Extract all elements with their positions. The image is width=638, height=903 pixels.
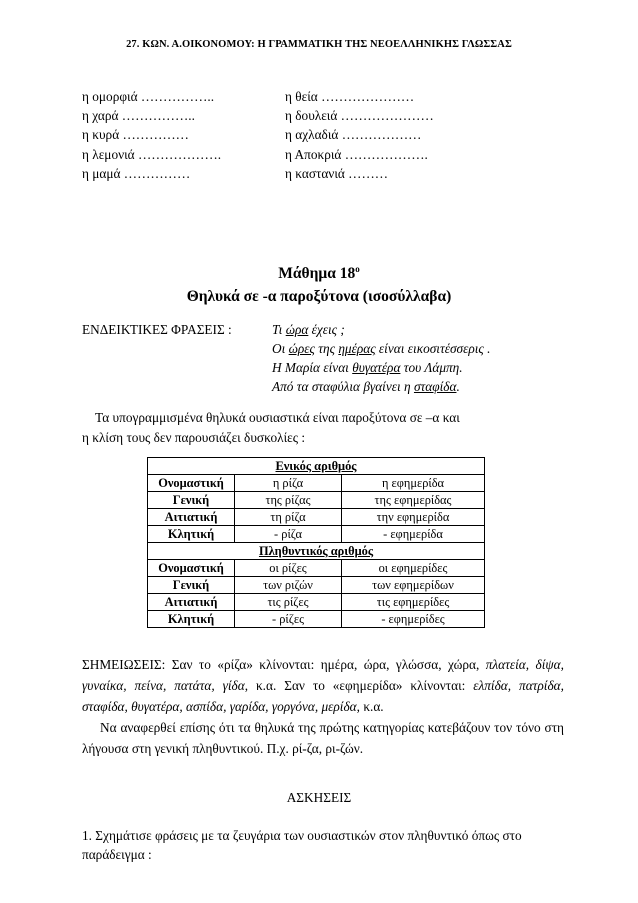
form-riza: τη ρίζα [235,509,342,526]
lesson-title-sup: ο [355,264,360,274]
word-right: η αχλαδιά ……………… [285,127,422,143]
form-efimerida: η εφημερίδα [342,475,485,492]
phrase-text: . [456,379,460,394]
case-name: Γενική [148,492,235,509]
form-riza: των ριζών [235,577,342,594]
notes-italic-words: πλατεία, δίψα, γυναίκα, πείνα, πατάτα, γίδα [82,657,564,693]
case-name: Αιτιατική [148,594,235,611]
form-efimerida: των εφημερίδων [342,577,485,594]
table-row [148,509,485,526]
phrase-underlined: ώρες [288,341,315,356]
form-efimerida: - εφημερίδες [342,611,485,628]
case-name: Γενική [148,577,235,594]
word-left: η χαρά …………….. [82,108,195,124]
form-efimerida: οι εφημερίδες [342,560,485,577]
word-right: η θεία ………………… [285,89,415,104]
word-left: η μαμά …………… [82,165,191,181]
phrase-text: είναι εικοσιτέσσερις . [375,341,491,356]
notes-paragraph-2: Να αναφερθεί επίσης ότι τα θηλυκά της πρώτης κατηγορίας κατεβάζουν τον τόνο στη λήγουσα στη γενική πληθυντικού. Π.χ. ρί-ζα, ρι-ζών. [82,720,564,756]
form-riza: η ρίζα [235,475,342,492]
phrase-text: έχεις ; [308,322,345,337]
notes-text: ΣΗΜΕΙΩΣΕΙΣ: Σαν το «ρίζα» κλίνονται: ημέρα, ώρα, γλώσσα, χώρα, [82,657,486,672]
phrase-line-3 [272,360,463,376]
phrase-underlined: ημέρας [338,341,376,356]
lesson-subtitle: Θηλυκά σε -α παροξύτονα (ισοσύλλαβα) [186,288,452,305]
phrase-text: του Λάμπη. [400,360,463,375]
singular-header [148,458,485,475]
intro-line-1: Τα υπογραμμισμένα θηλυκά ουσιαστικά είναι παροξύτονα σε –α και [82,410,460,425]
form-efimerida: - εφημερίδα [342,526,485,543]
notes-text: , κ.α. Σαν το «εφημερίδα» κλίνονται: [244,678,474,693]
table-row [148,577,485,594]
table-row [148,594,485,611]
notes-italic-words: ελπίδα, πατρίδα, σταφίδα, θυγατέρα, ασπίδα, γαρίδα, γοργόνα, μερίδα [82,678,564,714]
table-row [148,475,485,492]
phrase-line-4 [272,379,460,395]
form-efimerida: της εφημερίδας [342,492,485,509]
notes-text: , κ.α. [356,699,384,714]
notes-paragraph-1 [82,654,564,717]
case-name: Κλητική [148,611,235,628]
phrase-text: Τι [272,322,286,337]
form-riza: τις ρίζες [235,594,342,611]
form-efimerida: την εφημερίδα [342,509,485,526]
lesson-title-text: Μάθημα 18 [278,265,356,282]
word-right: η καστανιά ……… [285,165,389,181]
word-left: η κυρά …………… [82,127,189,143]
word-left: η λεμονιά ………………. [82,146,222,162]
phrase-line-2 [272,341,490,357]
word-right: η δουλειά ………………… [285,108,434,124]
phrase-underlined: σταφίδα [413,379,457,394]
exercises-title: ΑΣΚΗΣΕΙΣ [286,790,352,805]
phrase-line-1 [272,322,345,338]
page-header: 27. ΚΩΝ. Α.ΟΙΚΟΝΟΜΟΥ: Η ΓΡΑΜΜΑΤΙΚΗ ΤΗΣ ΝΕΟΕΛΛΗΝΙΚΗΣ ΓΛΩΣΣΑΣ [126,39,512,50]
form-riza: της ρίζας [235,492,342,509]
phrase-underlined: ώρα [285,322,309,337]
plural-header-text: Πληθυντικός αριθμός [258,544,374,558]
phrase-text: Η Μαρία είναι [272,360,353,375]
table-row [148,492,485,509]
case-name: Αιτιατική [148,509,235,526]
word-right: η Αποκριά ………………. [285,146,428,162]
plural-header [148,543,485,560]
phrase-text: Οι [272,341,289,356]
table-row [148,526,485,543]
phrase-underlined: θυγατέρα [352,360,401,375]
form-efimerida: τις εφημερίδες [342,594,485,611]
form-riza: οι ρίζες [235,560,342,577]
case-name: Ονομαστική [148,475,235,492]
notes-section [82,654,564,759]
case-name: Ονομαστική [148,560,235,577]
lesson-title [0,264,638,283]
case-name: Κλητική [148,526,235,543]
declension-table [147,457,485,628]
phrase-text: της [314,341,339,356]
exercise-1: 1. Σχημάτισε φράσεις με τα ζευγάρια των ουσιαστικών στον πληθυντικό όπως στο παράδειγμα : [82,828,522,862]
singular-header-text: Ενικός αριθμός [275,459,357,473]
word-left: η ομορφιά …………….. [82,89,215,104]
phrases-label: ΕΝΔΕΙΚΤΙΚΕΣ ΦΡΑΣΕΙΣ : [82,322,232,337]
form-riza: - ρίζες [235,611,342,628]
form-riza: - ρίζα [235,526,342,543]
table-row [148,611,485,628]
intro-line-2: η κλίση τους δεν παρουσιάζει δυσκολίες : [82,430,306,445]
table-row [148,560,485,577]
phrase-text: Από τα σταφύλια βγαίνει η [272,379,414,394]
